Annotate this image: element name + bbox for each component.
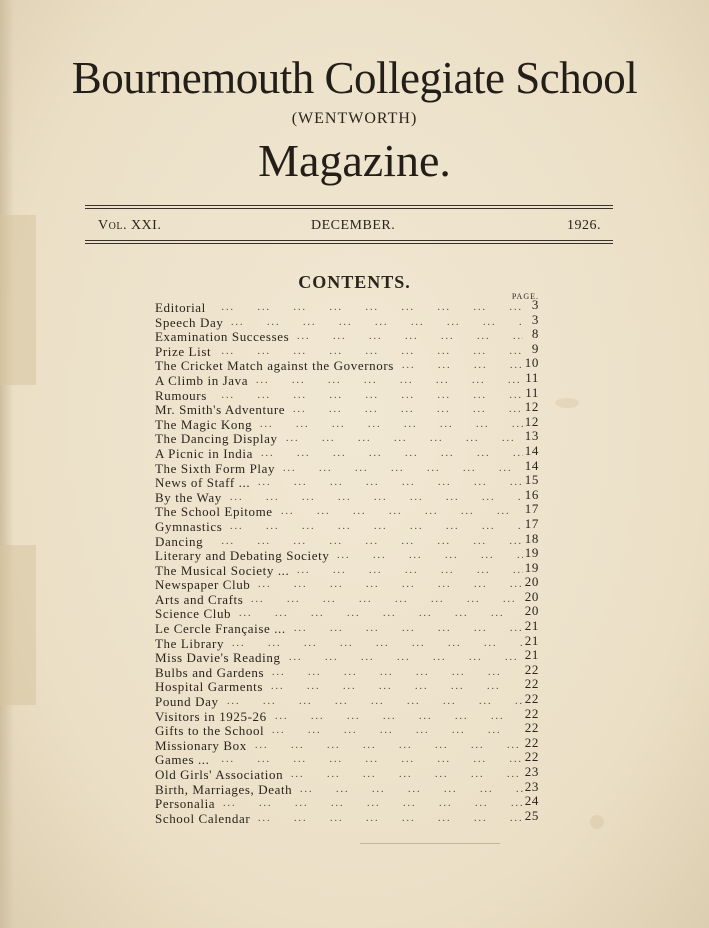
entry-title: A Picnic in India	[155, 445, 253, 461]
contents-entry	[155, 384, 539, 404]
leader-dots	[258, 812, 523, 827]
contents-entry	[155, 515, 539, 535]
bottom-rule	[85, 243, 613, 244]
leader-dots	[286, 432, 523, 447]
top-rule-thin	[85, 208, 613, 209]
issue-line	[98, 218, 601, 236]
leader-dots	[289, 651, 523, 666]
entry-page: 14	[524, 442, 539, 458]
top-rule	[85, 205, 613, 206]
contents-entry	[155, 618, 539, 637]
leader-dots	[337, 549, 523, 564]
leader-dots	[281, 505, 523, 520]
entry-title: Science Club	[155, 606, 232, 622]
entry-page: 23	[524, 764, 539, 779]
leader-dots	[297, 330, 523, 345]
entry-title: Pound Day	[155, 694, 219, 710]
entry-page: 15	[524, 472, 539, 488]
contents-entry	[155, 559, 539, 579]
entry-title: Games ...	[155, 752, 210, 768]
contents-entry	[155, 647, 539, 666]
leader-dots	[211, 535, 523, 550]
contents-entry	[155, 472, 539, 491]
contents-entry	[155, 603, 539, 622]
entry-page: 19	[524, 559, 539, 575]
entry-page: 22	[524, 734, 539, 750]
entry-page: 12	[524, 399, 539, 415]
entry-page: 21	[524, 618, 539, 634]
entry-title: Arts and Crafts	[155, 591, 244, 607]
contents-heading: CONTENTS.	[298, 272, 411, 292]
entry-title: Gifts to the School	[155, 723, 265, 739]
contents-entry	[155, 355, 539, 374]
entry-title: The Magic Kong	[155, 416, 253, 432]
contents-entry	[155, 545, 539, 564]
contents-entry	[155, 457, 539, 477]
contents-entry	[155, 399, 539, 418]
tape-mark	[0, 215, 36, 385]
leader-dots	[218, 753, 523, 768]
entry-page: 22	[524, 691, 539, 707]
contents-entry	[155, 530, 539, 550]
entry-page: 24	[524, 793, 539, 809]
faint-rule	[360, 843, 500, 844]
entry-title: The Cricket Match against the Governors	[155, 358, 394, 374]
entry-page: 18	[524, 530, 539, 546]
leader-dots	[291, 768, 523, 783]
entry-page: 8	[531, 326, 539, 342]
contents-entry	[155, 734, 539, 754]
contents-entry	[155, 793, 539, 812]
leader-dots	[258, 476, 523, 491]
entry-title: Mr. Smith's Adventure	[155, 402, 286, 418]
contents-entry	[155, 501, 539, 520]
paper-stain	[555, 398, 579, 408]
leader-dots	[239, 607, 523, 622]
leader-dots	[271, 680, 523, 695]
leader-dots	[283, 462, 523, 477]
entry-title: Bulbs and Gardens	[155, 664, 265, 680]
entry-page: 22	[524, 676, 539, 692]
entry-title: School Calendar	[155, 810, 251, 826]
leader-dots	[258, 578, 523, 593]
school-subtitle: (WENTWORTH)	[291, 110, 418, 127]
contents-entry	[155, 428, 539, 447]
leader-dots	[214, 301, 523, 316]
leader-dots	[294, 622, 523, 637]
entry-page: 14	[524, 457, 539, 473]
entry-title: Prize List	[155, 343, 212, 359]
contents-entry	[155, 442, 539, 462]
entry-page: 20	[524, 603, 539, 619]
leader-dots	[260, 418, 523, 433]
magazine-title: Magazine.	[258, 135, 451, 186]
volume: Vol. XXI.	[98, 218, 162, 233]
contents-entry	[155, 326, 539, 345]
leader-dots	[230, 520, 523, 535]
contents-entry	[155, 676, 539, 695]
contents-list	[155, 297, 539, 826]
issue-year: 1926.	[567, 218, 601, 233]
entry-page: 20	[524, 574, 539, 590]
entry-title: Speech Day	[155, 314, 224, 330]
entry-page: 3	[531, 311, 539, 327]
contents-entry	[155, 588, 539, 608]
entry-page: 25	[524, 807, 539, 823]
entry-title: Hospital Garments	[155, 679, 264, 695]
leader-dots	[275, 710, 523, 725]
contents-entry	[155, 413, 539, 433]
entry-title: The Library	[155, 635, 225, 651]
entry-page: 11	[525, 384, 539, 400]
entry-title: Old Girls' Association	[155, 767, 284, 782]
entry-title: Gymnastics	[155, 518, 223, 534]
entry-page: 22	[524, 661, 539, 677]
contents-entry	[155, 705, 539, 725]
entry-title: The Musical Society ...	[155, 562, 290, 578]
leader-dots	[219, 345, 523, 360]
entry-title: By the Way	[155, 489, 222, 505]
leader-dots	[272, 666, 523, 681]
entry-page: 20	[524, 588, 539, 604]
contents-entry	[155, 778, 539, 798]
leader-dots	[231, 316, 523, 331]
entry-title: Dancing	[155, 533, 204, 549]
contents-entry	[155, 632, 539, 652]
leader-dots	[227, 695, 523, 710]
entry-page: 22	[524, 720, 539, 736]
entry-title: Editorial	[155, 300, 206, 315]
entry-title: Missionary Box	[155, 737, 247, 753]
entry-page: 21	[524, 632, 539, 648]
tape-mark	[0, 545, 36, 705]
entry-title: A Climb in Java	[155, 372, 249, 388]
entry-page: 3	[531, 297, 539, 312]
contents-entry	[155, 764, 539, 783]
leader-dots	[251, 593, 523, 608]
entry-page: 17	[524, 515, 539, 531]
contents-entry	[155, 720, 539, 739]
entry-page: 11	[525, 369, 539, 385]
paper-stain	[590, 815, 604, 829]
leader-dots	[272, 724, 523, 739]
entry-page: 16	[524, 486, 539, 502]
contents-entry	[155, 807, 539, 827]
leader-dots	[255, 739, 523, 754]
leader-dots	[223, 797, 523, 812]
entry-page: 10	[524, 355, 539, 371]
entry-title: The School Epitome	[155, 504, 273, 520]
contents-entry	[155, 311, 539, 331]
entry-title: News of Staff ...	[155, 475, 251, 491]
bottom-rule-thin	[85, 240, 613, 241]
leader-dots	[261, 447, 523, 462]
page-column-label: PAGE.	[511, 292, 539, 301]
leader-dots	[256, 374, 523, 389]
contents-entry	[155, 486, 539, 506]
entry-title: Examination Successes	[155, 329, 290, 345]
entry-title: Miss Davie's Reading	[155, 650, 281, 666]
entry-page: 12	[524, 413, 539, 429]
entry-page: 17	[524, 501, 539, 517]
entry-page: 19	[524, 545, 539, 561]
school-name: Bournemouth Collegiate School	[71, 53, 638, 103]
leader-dots	[232, 637, 523, 652]
contents-entry	[155, 340, 539, 360]
entry-title: Literary and Debating Society	[155, 548, 330, 564]
entry-title: Rumours	[155, 387, 207, 403]
leader-dots	[215, 389, 523, 404]
entry-page: 9	[531, 340, 539, 356]
leader-dots	[402, 359, 523, 374]
leader-dots	[300, 783, 523, 798]
entry-title: Visitors in 1925-26	[155, 708, 267, 724]
entry-page: 21	[524, 647, 539, 663]
entry-title: Le Cercle Française ...	[155, 621, 286, 637]
entry-page: 22	[524, 705, 539, 721]
leader-dots	[230, 491, 523, 506]
contents-entry	[155, 749, 539, 768]
entry-title: Personalia	[155, 796, 216, 812]
contents-entry	[155, 691, 539, 710]
entry-title: The Dancing Display	[155, 431, 278, 447]
leader-dots	[297, 564, 523, 579]
contents-entry	[155, 661, 539, 681]
leader-dots	[293, 403, 523, 418]
entry-title: The Sixth Form Play	[155, 460, 276, 476]
issue-month: DECEMBER.	[311, 218, 396, 233]
entry-page: 23	[524, 778, 539, 794]
contents-entry	[155, 574, 539, 593]
entry-page: 13	[524, 428, 539, 444]
entry-page: 22	[524, 749, 539, 765]
contents-entry	[155, 369, 539, 389]
entry-title: Newspaper Club	[155, 577, 251, 593]
entry-title: Birth, Marriages, Death	[155, 781, 293, 797]
contents-entry	[155, 297, 539, 316]
